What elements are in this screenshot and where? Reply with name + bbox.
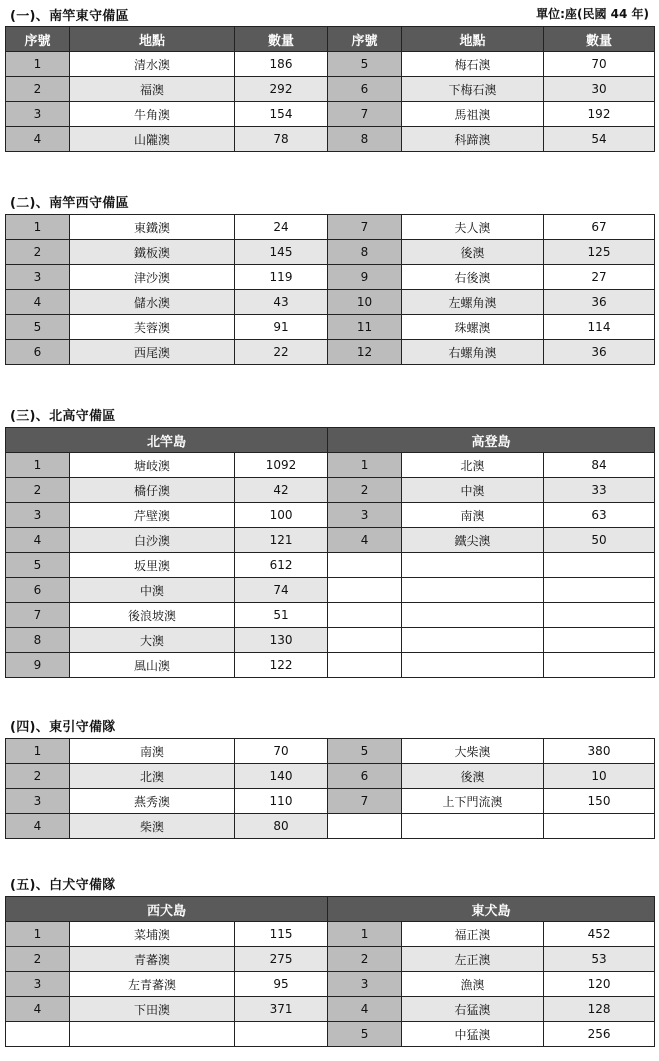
cell-quantity: 380 bbox=[544, 739, 655, 764]
cell-location: 右螺角澳 bbox=[402, 340, 544, 365]
cell-quantity: 24 bbox=[235, 215, 328, 240]
cell-quantity: 53 bbox=[544, 947, 655, 972]
cell-empty bbox=[328, 603, 402, 628]
table-row bbox=[6, 814, 655, 839]
table-row bbox=[6, 578, 655, 603]
cell-index: 6 bbox=[328, 77, 402, 102]
cell-quantity: 10 bbox=[544, 764, 655, 789]
group-header-left: 西犬島 bbox=[6, 897, 328, 922]
table-row bbox=[6, 215, 655, 240]
cell-empty bbox=[544, 553, 655, 578]
cell-location: 珠螺澳 bbox=[402, 315, 544, 340]
table-row bbox=[6, 503, 655, 528]
cell-index: 1 bbox=[6, 52, 70, 77]
cell-location: 芹壁澳 bbox=[70, 503, 235, 528]
cell-quantity: 42 bbox=[235, 478, 328, 503]
cell-quantity: 22 bbox=[235, 340, 328, 365]
table-row bbox=[6, 127, 655, 152]
group-header-left: 北竿島 bbox=[6, 428, 328, 453]
section-title-5: (五)、白犬守備隊 bbox=[10, 878, 116, 893]
cell-location: 後澳 bbox=[402, 764, 544, 789]
cell-location: 燕秀澳 bbox=[70, 789, 235, 814]
cell-index: 5 bbox=[6, 553, 70, 578]
table-section-4 bbox=[5, 738, 655, 839]
cell-index: 7 bbox=[328, 215, 402, 240]
cell-index: 8 bbox=[6, 628, 70, 653]
table-row bbox=[6, 77, 655, 102]
cell-index: 6 bbox=[6, 578, 70, 603]
cell-location: 坂里澳 bbox=[70, 553, 235, 578]
cell-location: 漁澳 bbox=[402, 972, 544, 997]
cell-quantity: 154 bbox=[235, 102, 328, 127]
table-row bbox=[6, 653, 655, 678]
cell-index: 4 bbox=[6, 528, 70, 553]
cell-index: 1 bbox=[328, 453, 402, 478]
cell-location: 芙蓉澳 bbox=[70, 315, 235, 340]
cell-location: 左青蕃澳 bbox=[70, 972, 235, 997]
cell-quantity: 186 bbox=[235, 52, 328, 77]
cell-location: 福澳 bbox=[70, 77, 235, 102]
cell-empty bbox=[544, 653, 655, 678]
cell-location: 上下門流澳 bbox=[402, 789, 544, 814]
cell-location: 中澳 bbox=[70, 578, 235, 603]
table-row bbox=[6, 603, 655, 628]
cell-location: 左正澳 bbox=[402, 947, 544, 972]
cell-location: 科蹄澳 bbox=[402, 127, 544, 152]
cell-location: 下田澳 bbox=[70, 997, 235, 1022]
section-title-2: (二)、南竿西守備區 bbox=[10, 196, 129, 211]
cell-index: 11 bbox=[328, 315, 402, 340]
cell-empty bbox=[544, 603, 655, 628]
cell-quantity: 100 bbox=[235, 503, 328, 528]
group-header-row bbox=[6, 897, 655, 922]
table-section-5 bbox=[5, 896, 655, 1047]
table-row bbox=[6, 478, 655, 503]
cell-index: 1 bbox=[6, 922, 70, 947]
cell-index: 3 bbox=[6, 265, 70, 290]
cell-quantity: 119 bbox=[235, 265, 328, 290]
cell-index: 8 bbox=[328, 240, 402, 265]
cell-quantity: 125 bbox=[544, 240, 655, 265]
cell-location: 中澳 bbox=[402, 478, 544, 503]
cell-empty bbox=[402, 814, 544, 839]
cell-location: 大澳 bbox=[70, 628, 235, 653]
cell-index: 9 bbox=[6, 653, 70, 678]
cell-index: 6 bbox=[328, 764, 402, 789]
cell-empty bbox=[402, 628, 544, 653]
cell-location: 白沙澳 bbox=[70, 528, 235, 553]
table-row bbox=[6, 947, 655, 972]
cell-empty bbox=[402, 578, 544, 603]
cell-quantity: 145 bbox=[235, 240, 328, 265]
cell-location: 北澳 bbox=[402, 453, 544, 478]
cell-index: 1 bbox=[328, 922, 402, 947]
cell-quantity: 80 bbox=[235, 814, 328, 839]
cell-location: 夫人澳 bbox=[402, 215, 544, 240]
cell-empty bbox=[6, 1022, 70, 1047]
cell-index: 9 bbox=[328, 265, 402, 290]
cell-empty bbox=[328, 553, 402, 578]
cell-location: 梅石澳 bbox=[402, 52, 544, 77]
cell-quantity: 33 bbox=[544, 478, 655, 503]
cell-quantity: 70 bbox=[544, 52, 655, 77]
cell-index: 2 bbox=[6, 764, 70, 789]
cell-index: 4 bbox=[328, 528, 402, 553]
cell-index: 1 bbox=[6, 739, 70, 764]
cell-location: 左螺角澳 bbox=[402, 290, 544, 315]
cell-quantity: 70 bbox=[235, 739, 328, 764]
cell-quantity: 63 bbox=[544, 503, 655, 528]
table-row bbox=[6, 265, 655, 290]
cell-location: 右猛澳 bbox=[402, 997, 544, 1022]
cell-index: 4 bbox=[6, 127, 70, 152]
cell-quantity: 275 bbox=[235, 947, 328, 972]
cell-index: 3 bbox=[6, 972, 70, 997]
cell-index: 3 bbox=[6, 102, 70, 127]
section-title-1: (一)、南竿東守備區 bbox=[10, 9, 129, 24]
cell-index: 5 bbox=[328, 1022, 402, 1047]
table-row bbox=[6, 102, 655, 127]
header-index: 序號 bbox=[6, 27, 70, 52]
section-title-4: (四)、東引守備隊 bbox=[10, 720, 116, 735]
cell-empty bbox=[402, 653, 544, 678]
cell-location: 牛角澳 bbox=[70, 102, 235, 127]
cell-location: 清水澳 bbox=[70, 52, 235, 77]
cell-index: 7 bbox=[328, 789, 402, 814]
cell-index: 3 bbox=[6, 789, 70, 814]
cell-location: 南澳 bbox=[70, 739, 235, 764]
cell-quantity: 120 bbox=[544, 972, 655, 997]
cell-quantity: 50 bbox=[544, 528, 655, 553]
table-section-3 bbox=[5, 427, 655, 678]
cell-quantity: 150 bbox=[544, 789, 655, 814]
cell-empty bbox=[328, 653, 402, 678]
cell-location: 馬祖澳 bbox=[402, 102, 544, 127]
table-row bbox=[6, 764, 655, 789]
cell-quantity: 27 bbox=[544, 265, 655, 290]
cell-quantity: 192 bbox=[544, 102, 655, 127]
header-location: 地點 bbox=[402, 27, 544, 52]
cell-location: 北澳 bbox=[70, 764, 235, 789]
header-quantity: 數量 bbox=[235, 27, 328, 52]
cell-quantity: 114 bbox=[544, 315, 655, 340]
cell-location: 塘岐澳 bbox=[70, 453, 235, 478]
group-header-right: 東犬島 bbox=[328, 897, 655, 922]
cell-location: 福正澳 bbox=[402, 922, 544, 947]
cell-empty bbox=[544, 814, 655, 839]
cell-index: 1 bbox=[6, 215, 70, 240]
cell-index: 3 bbox=[328, 503, 402, 528]
cell-quantity: 122 bbox=[235, 653, 328, 678]
cell-empty bbox=[328, 578, 402, 603]
cell-quantity: 452 bbox=[544, 922, 655, 947]
cell-location: 右後澳 bbox=[402, 265, 544, 290]
cell-empty bbox=[70, 1022, 235, 1047]
cell-quantity: 36 bbox=[544, 340, 655, 365]
table-row bbox=[6, 240, 655, 265]
table-row bbox=[6, 453, 655, 478]
cell-index: 3 bbox=[328, 972, 402, 997]
cell-index: 4 bbox=[6, 814, 70, 839]
table-section-1 bbox=[5, 26, 655, 152]
cell-index: 4 bbox=[328, 997, 402, 1022]
cell-location: 橋仔澳 bbox=[70, 478, 235, 503]
table-row bbox=[6, 997, 655, 1022]
cell-empty bbox=[235, 1022, 328, 1047]
table-row bbox=[6, 315, 655, 340]
table-row bbox=[6, 553, 655, 578]
header-quantity: 數量 bbox=[544, 27, 655, 52]
table-row bbox=[6, 972, 655, 997]
table-row bbox=[6, 739, 655, 764]
table-row bbox=[6, 528, 655, 553]
cell-index: 5 bbox=[6, 315, 70, 340]
cell-location: 風山澳 bbox=[70, 653, 235, 678]
cell-location: 南澳 bbox=[402, 503, 544, 528]
cell-index: 12 bbox=[328, 340, 402, 365]
unit-label: 單位:座(民國 44 年) bbox=[536, 7, 649, 21]
cell-location: 山隴澳 bbox=[70, 127, 235, 152]
table-row bbox=[6, 922, 655, 947]
cell-index: 3 bbox=[6, 503, 70, 528]
cell-quantity: 256 bbox=[544, 1022, 655, 1047]
cell-quantity: 128 bbox=[544, 997, 655, 1022]
cell-quantity: 78 bbox=[235, 127, 328, 152]
cell-location: 中猛澳 bbox=[402, 1022, 544, 1047]
header-location: 地點 bbox=[70, 27, 235, 52]
cell-quantity: 110 bbox=[235, 789, 328, 814]
cell-quantity: 140 bbox=[235, 764, 328, 789]
cell-index: 10 bbox=[328, 290, 402, 315]
cell-index: 1 bbox=[6, 453, 70, 478]
cell-empty bbox=[328, 628, 402, 653]
table-row bbox=[6, 340, 655, 365]
cell-index: 7 bbox=[6, 603, 70, 628]
cell-location: 後澳 bbox=[402, 240, 544, 265]
table-row bbox=[6, 789, 655, 814]
cell-empty bbox=[544, 628, 655, 653]
cell-quantity: 54 bbox=[544, 127, 655, 152]
table-row bbox=[6, 1022, 655, 1047]
cell-index: 2 bbox=[6, 947, 70, 972]
cell-quantity: 91 bbox=[235, 315, 328, 340]
cell-index: 2 bbox=[328, 478, 402, 503]
cell-index: 5 bbox=[328, 52, 402, 77]
group-header-row bbox=[6, 428, 655, 453]
cell-empty bbox=[402, 603, 544, 628]
cell-index: 4 bbox=[6, 997, 70, 1022]
cell-index: 8 bbox=[328, 127, 402, 152]
table-section-2 bbox=[5, 214, 655, 365]
cell-index: 7 bbox=[328, 102, 402, 127]
cell-location: 鐵尖澳 bbox=[402, 528, 544, 553]
table-row bbox=[6, 52, 655, 77]
cell-index: 2 bbox=[328, 947, 402, 972]
cell-quantity: 121 bbox=[235, 528, 328, 553]
table-row bbox=[6, 628, 655, 653]
cell-quantity: 292 bbox=[235, 77, 328, 102]
cell-quantity: 67 bbox=[544, 215, 655, 240]
cell-index: 5 bbox=[328, 739, 402, 764]
cell-location: 後浪坡澳 bbox=[70, 603, 235, 628]
table-row bbox=[6, 290, 655, 315]
cell-empty bbox=[328, 814, 402, 839]
cell-index: 4 bbox=[6, 290, 70, 315]
cell-location: 菜埔澳 bbox=[70, 922, 235, 947]
cell-index: 2 bbox=[6, 240, 70, 265]
cell-location: 津沙澳 bbox=[70, 265, 235, 290]
cell-quantity: 130 bbox=[235, 628, 328, 653]
cell-location: 大柴澳 bbox=[402, 739, 544, 764]
cell-quantity: 95 bbox=[235, 972, 328, 997]
cell-location: 西尾澳 bbox=[70, 340, 235, 365]
cell-index: 2 bbox=[6, 77, 70, 102]
cell-index: 6 bbox=[6, 340, 70, 365]
section-title-3: (三)、北高守備區 bbox=[10, 409, 116, 424]
cell-quantity: 115 bbox=[235, 922, 328, 947]
group-header-right: 高登島 bbox=[328, 428, 655, 453]
cell-location: 鐵板澳 bbox=[70, 240, 235, 265]
cell-quantity: 74 bbox=[235, 578, 328, 603]
cell-quantity: 612 bbox=[235, 553, 328, 578]
cell-quantity: 1092 bbox=[235, 453, 328, 478]
cell-location: 柴澳 bbox=[70, 814, 235, 839]
cell-index: 2 bbox=[6, 478, 70, 503]
cell-quantity: 51 bbox=[235, 603, 328, 628]
cell-quantity: 371 bbox=[235, 997, 328, 1022]
cell-quantity: 30 bbox=[544, 77, 655, 102]
cell-quantity: 43 bbox=[235, 290, 328, 315]
cell-empty bbox=[402, 553, 544, 578]
cell-location: 下梅石澳 bbox=[402, 77, 544, 102]
cell-location: 儲水澳 bbox=[70, 290, 235, 315]
cell-quantity: 36 bbox=[544, 290, 655, 315]
cell-location: 東鐵澳 bbox=[70, 215, 235, 240]
header-index: 序號 bbox=[328, 27, 402, 52]
cell-location: 青蕃澳 bbox=[70, 947, 235, 972]
cell-quantity: 84 bbox=[544, 453, 655, 478]
table-header-row bbox=[6, 27, 655, 52]
cell-empty bbox=[544, 578, 655, 603]
